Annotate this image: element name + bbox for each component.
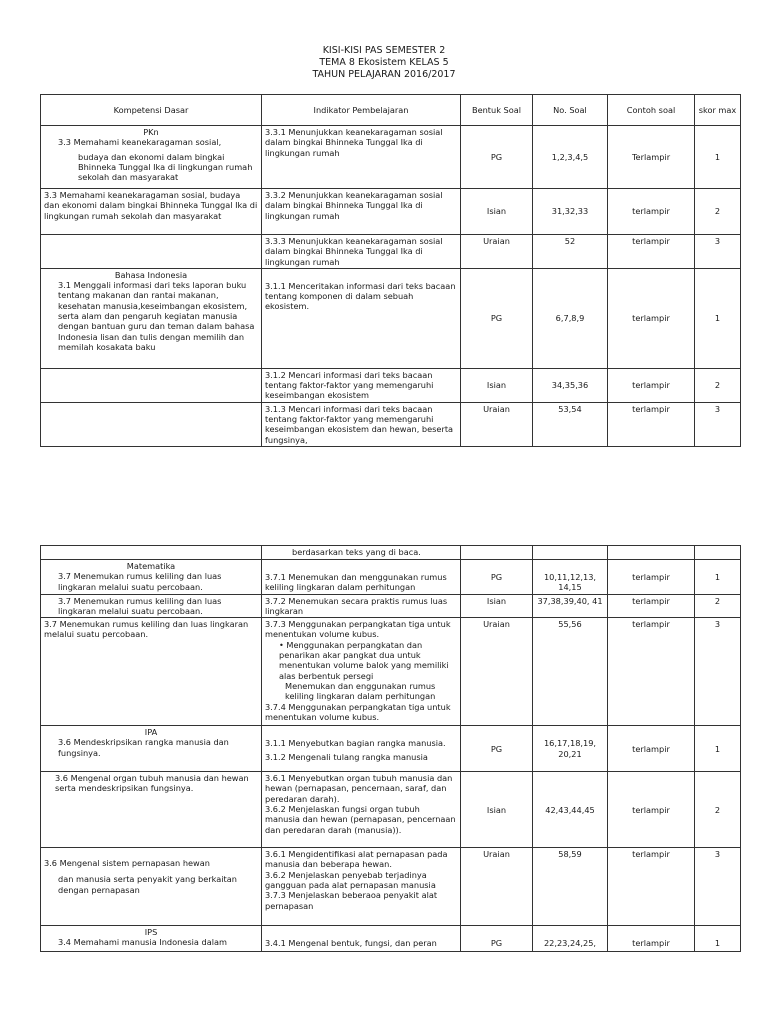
contoh-cell: terlampir bbox=[608, 594, 695, 618]
table-header-row bbox=[41, 95, 741, 126]
bentuk-cell: PG bbox=[461, 560, 533, 595]
contoh-cell: terlampir bbox=[608, 618, 695, 726]
no-cell: 58,59 bbox=[533, 848, 608, 926]
bentuk-cell: Uraian bbox=[461, 402, 533, 446]
no-cell: 34,35,36 bbox=[533, 368, 608, 402]
kd-cell: 3.6 Mengenal organ tubuh manusia dan hewan serta mendeskripsikan fungsinya. bbox=[41, 772, 262, 848]
col-indikator: Indikator Pembelajaran bbox=[262, 95, 461, 126]
col-skor: skor max bbox=[695, 95, 741, 126]
title-line-2: TEMA 8 Ekosistem KELAS 5 bbox=[319, 57, 449, 68]
kd-cell: IPA 3.6 Mendeskripsikan rangka manusia dan fungsinya. bbox=[41, 726, 262, 772]
contoh-cell bbox=[608, 546, 695, 560]
no-cell: 22,23,24,25, bbox=[533, 926, 608, 952]
table-row bbox=[41, 368, 741, 402]
indikator-cell: 3.1.1 Menyebutkan bagian rangka manusia. 3.1.2 Mengenali tulang rangka manusia bbox=[262, 726, 461, 772]
section-pkn: PKn bbox=[143, 127, 159, 137]
table-row bbox=[41, 726, 741, 772]
section-bahasa-indonesia: Bahasa Indonesia bbox=[114, 269, 188, 280]
no-cell: 31,32,33 bbox=[533, 189, 608, 235]
skor-cell bbox=[695, 546, 741, 560]
bentuk-cell: Isian bbox=[461, 594, 533, 618]
title-line-1: KISI-KISI PAS SEMESTER 2 bbox=[322, 45, 446, 56]
table-row bbox=[41, 235, 741, 269]
contoh-cell: terlampir bbox=[608, 235, 695, 269]
table-row bbox=[41, 560, 741, 595]
skor-cell: 2 bbox=[695, 772, 741, 848]
table-row bbox=[41, 848, 741, 926]
skor-cell: 2 bbox=[695, 368, 741, 402]
table-row bbox=[41, 926, 741, 952]
bentuk-cell: PG bbox=[461, 268, 533, 368]
table-row bbox=[41, 618, 741, 726]
col-kd: Kompetensi Dasar bbox=[41, 95, 262, 126]
grid-table-1 bbox=[40, 94, 741, 447]
document-title bbox=[0, 45, 768, 81]
kd-cell: 3.7 Menemukan rumus keliling dan luas lingkaran melalui suatu percobaan. bbox=[41, 594, 262, 618]
contoh-cell: terlampir bbox=[608, 926, 695, 952]
table-row bbox=[41, 402, 741, 446]
contoh-cell: terlampir bbox=[608, 368, 695, 402]
no-cell: 42,43,44,45 bbox=[533, 772, 608, 848]
col-bentuk: Bentuk Soal bbox=[461, 95, 533, 126]
skor-cell: 3 bbox=[695, 848, 741, 926]
bentuk-cell: Uraian bbox=[461, 618, 533, 726]
indikator-cell: 3.6.1 Menyebutkan organ tubuh manusia dan hewan (pernapasan, pencernaan, saraf, dan peredaran darah). 3.6.2 Menjelaskan fungsi organ tubuh manusia dan hewan (pernapasan, pencernaan dan peredaran darah (manusia)). bbox=[262, 772, 461, 848]
kd-cell: PKn 3.3 Memahami keanekaragaman sosial, budaya dan ekonomi dalam bingkai Bhinneka Tunggal Ika di lingkungan rumah sekolah dan masyarakat bbox=[41, 126, 262, 189]
kd-cell: 3.7 Menemukan rumus keliling dan luas lingkaran melalui suatu percobaan. bbox=[41, 618, 262, 726]
skor-cell: 2 bbox=[695, 189, 741, 235]
skor-cell: 3 bbox=[695, 402, 741, 446]
contoh-cell: terlampir bbox=[608, 848, 695, 926]
section-ipa: IPA bbox=[144, 727, 158, 738]
no-cell: 52 bbox=[533, 235, 608, 269]
grid-table-2 bbox=[40, 545, 741, 952]
contoh-cell: terlampir bbox=[608, 560, 695, 595]
table-row bbox=[41, 126, 741, 189]
indikator-cell: 3.3.2 Menunjukkan keanekaragaman sosial dalam bingkai Bhinneka Tunggal Ika di lingkungan rumah bbox=[262, 189, 461, 235]
skor-cell: 3 bbox=[695, 618, 741, 726]
bentuk-cell: Isian bbox=[461, 772, 533, 848]
kd-cell: Matematika 3.7 Menemukan rumus keliling dan luas lingkaran melalui suatu percobaan. bbox=[41, 560, 262, 595]
kd-cell bbox=[41, 235, 262, 269]
no-cell: 55,56 bbox=[533, 618, 608, 726]
bentuk-cell: Isian bbox=[461, 368, 533, 402]
skor-cell: 1 bbox=[695, 268, 741, 368]
kd-cell: 3.6 Mengenal sistem pernapasan hewan dan manusia serta penyakit yang berkaitan dengan pernapasan bbox=[41, 848, 262, 926]
skor-cell: 1 bbox=[695, 726, 741, 772]
indikator-cell: 3.7.1 Menemukan dan menggunakan rumus keliling lingkaran dalam perhitungan bbox=[262, 560, 461, 595]
kd-cell: 3.3 Memahami keanekaragaman sosial, budaya dan ekonomi dalam bingkai Bhinneka Tunggal Ika di lingkungan rumah sekolah dan masyarakat bbox=[41, 189, 262, 235]
table-row bbox=[41, 546, 741, 560]
table-row bbox=[41, 189, 741, 235]
indikator-cell: 3.4.1 Mengenal bentuk, fungsi, dan peran bbox=[262, 926, 461, 952]
no-cell: 6,7,8,9 bbox=[533, 268, 608, 368]
no-cell: 37,38,39,40, 41 bbox=[533, 594, 608, 618]
table-row bbox=[41, 594, 741, 618]
table-row bbox=[41, 268, 741, 368]
bentuk-cell: PG bbox=[461, 726, 533, 772]
col-contoh: Contoh soal bbox=[608, 95, 695, 126]
kd-cell bbox=[41, 402, 262, 446]
no-cell: 16,17,18,19, 20,21 bbox=[533, 726, 608, 772]
bentuk-cell: Uraian bbox=[461, 848, 533, 926]
contoh-cell: Terlampir bbox=[608, 126, 695, 189]
kd-cell bbox=[41, 546, 262, 560]
title-line-3: TAHUN PELAJARAN 2016/2017 bbox=[312, 69, 456, 80]
section-ips: IPS bbox=[144, 927, 158, 938]
no-cell: 10,11,12,13, 14,15 bbox=[533, 560, 608, 595]
skor-cell: 2 bbox=[695, 594, 741, 618]
indikator-cell: 3.3.1 Menunjukkan keanekaragaman sosial dalam bingkai Bhinneka Tunggal Ika di lingkungan rumah bbox=[262, 126, 461, 189]
contoh-cell: terlampir bbox=[608, 726, 695, 772]
indikator-cell: 3.7.2 Menemukan secara praktis rumus luas lingkaran bbox=[262, 594, 461, 618]
kd-cell: IPS 3.4 Memahami manusia Indonesia dalam bbox=[41, 926, 262, 952]
contoh-cell: terlampir bbox=[608, 268, 695, 368]
contoh-cell: terlampir bbox=[608, 189, 695, 235]
contoh-cell: terlampir bbox=[608, 772, 695, 848]
kd-cell: Bahasa Indonesia 3.1 Menggali informasi dari teks laporan buku tentang makanan dan rantai makanan, kesehatan manusia,keseimbangan ekosistem, serta alam dan pengaruh kegiatan manusia dengan bantuan guru dan teman dalam bahasa Indonesia lisan dan tulis dengan memilih dan memilah kosakata baku bbox=[41, 268, 262, 368]
skor-cell: 1 bbox=[695, 560, 741, 595]
skor-cell: 1 bbox=[695, 926, 741, 952]
bentuk-cell: PG bbox=[461, 126, 533, 189]
kd-cell bbox=[41, 368, 262, 402]
no-cell: 1,2,3,4,5 bbox=[533, 126, 608, 189]
skor-cell: 1 bbox=[695, 126, 741, 189]
bentuk-cell: Isian bbox=[461, 189, 533, 235]
indikator-cell: 3.7.3 Menggunakan perpangkatan tiga untuk menentukan volume kubus. • Menggunakan perpangkatan dan penarikan akar pangkat dua untuk menentukan volume balok yang memiliki alas berbentuk persegi Menemukan dan enggunakan rumus keliling lingkaran dalam perhitungan 3.7.4 Menggunakan perpangkatan tiga untuk menentukan volume kubus. bbox=[262, 618, 461, 726]
indikator-cell: berdasarkan teks yang di baca. bbox=[262, 546, 461, 560]
bentuk-cell bbox=[461, 546, 533, 560]
contoh-cell: terlampir bbox=[608, 402, 695, 446]
indikator-cell: 3.6.1 Mengidentifikasi alat pernapasan pada manusia dan beberapa hewan. 3.6.2 Menjelaskan penyebab terjadinya gangguan pada alat pernapasan manusia 3.7.3 Menjelaskan beberaoa penyakit alat pernapasan bbox=[262, 848, 461, 926]
skor-cell: 3 bbox=[695, 235, 741, 269]
indikator-cell: 3.1.3 Mencari informasi dari teks bacaan tentang faktor-faktor yang memengaruhi keseimbangan ekosistem dan hewan, beserta fungsinya, bbox=[262, 402, 461, 446]
table-row bbox=[41, 772, 741, 848]
indikator-cell: 3.3.3 Menunjukkan keanekaragaman sosial dalam bingkai Bhinneka Tunggal Ika di lingkungan rumah bbox=[262, 235, 461, 269]
bentuk-cell: PG bbox=[461, 926, 533, 952]
indikator-cell: 3.1.1 Menceritakan informasi dari teks bacaan tentang komponen di dalam sebuah ekosistem. bbox=[262, 268, 461, 368]
no-cell bbox=[533, 546, 608, 560]
section-matematika: Matematika bbox=[126, 561, 176, 571]
indikator-cell: 3.1.2 Mencari informasi dari teks bacaan tentang faktor-faktor yang memengaruhi keseimbangan ekosistem bbox=[262, 368, 461, 402]
col-no: No. Soal bbox=[533, 95, 608, 126]
bentuk-cell: Uraian bbox=[461, 235, 533, 269]
no-cell: 53,54 bbox=[533, 402, 608, 446]
